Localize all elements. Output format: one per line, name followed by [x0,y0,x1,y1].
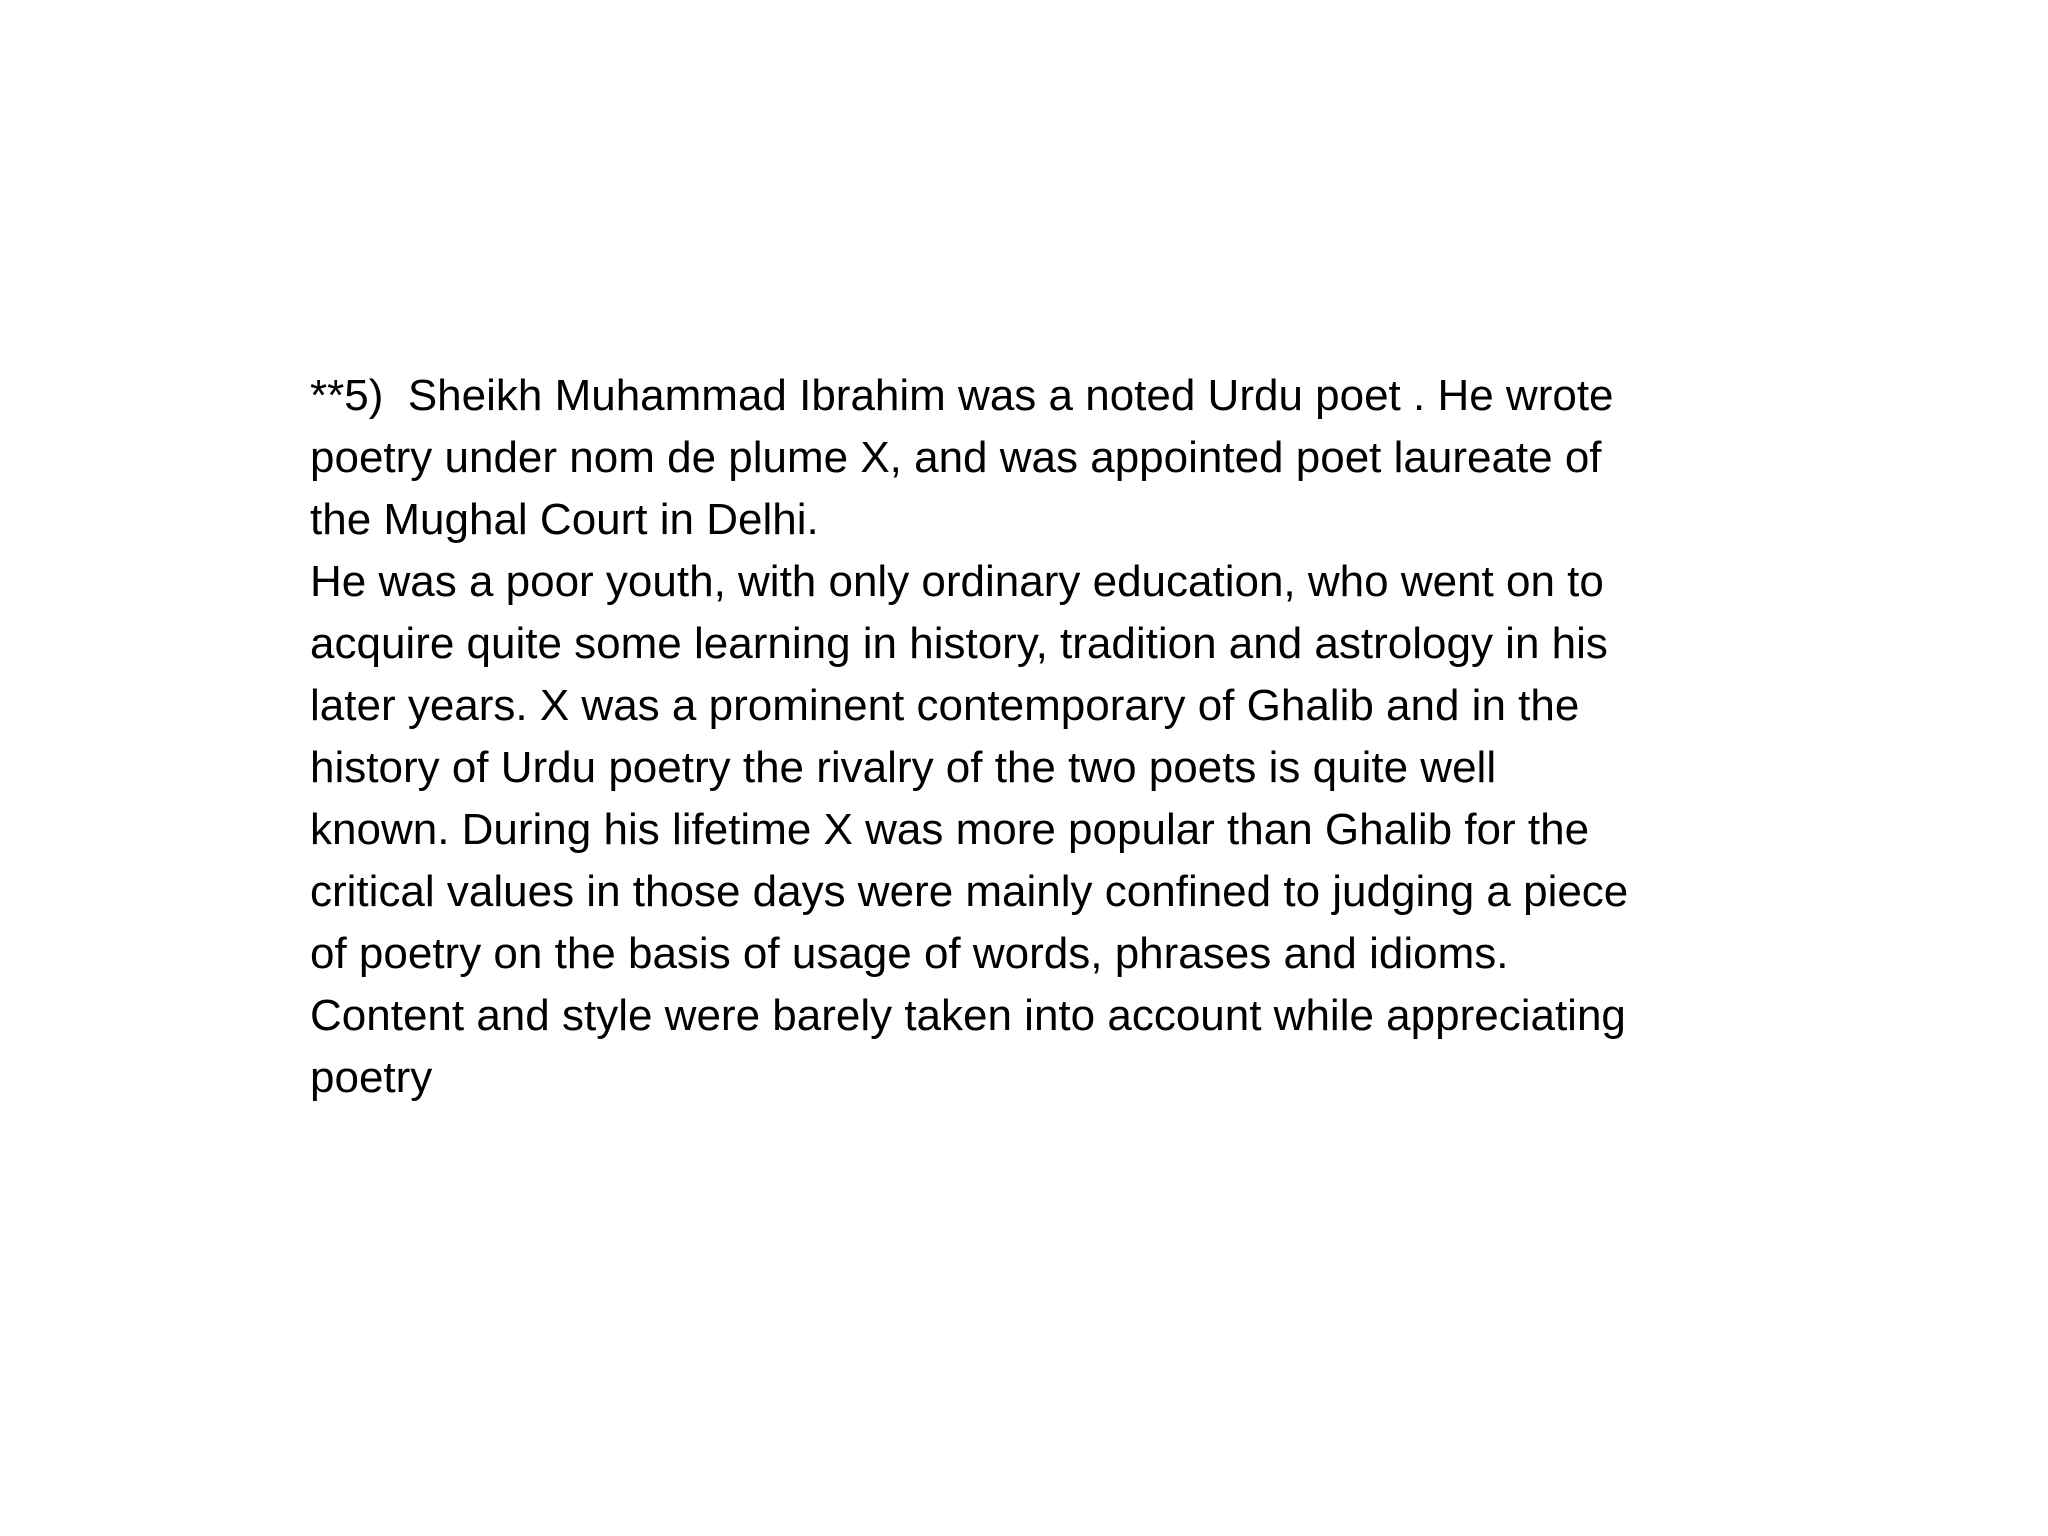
text-line: Content and style were barely taken into account while appreciating [310,991,1626,1040]
text-line: He was a poor youth, with only ordinary education, who went on to [310,557,1604,606]
text-line: poetry [310,1053,433,1102]
text-line: of poetry on the basis of usage of words, phrases and idioms. [310,929,1509,978]
text-line: acquire quite some learning in history, tradition and astrology in his [310,619,1608,668]
body-text [310,365,1750,1109]
text-line: known. During his lifetime X was more popular than Ghalib for the [310,805,1590,854]
text-line: critical values in those days were mainly confined to judging a piece [310,867,1629,916]
text-line: poetry under nom de plume X, and was appointed poet laureate of [310,433,1602,482]
text-line: history of Urdu poetry the rivalry of the two poets is quite well [310,743,1497,792]
text-line: the Mughal Court in Delhi. [310,495,819,544]
text-line: **5) Sheikh Muhammad Ibrahim was a noted Urdu poet . He wrote [310,371,1614,420]
text-line: later years. X was a prominent contemporary of Ghalib and in the [310,681,1580,730]
